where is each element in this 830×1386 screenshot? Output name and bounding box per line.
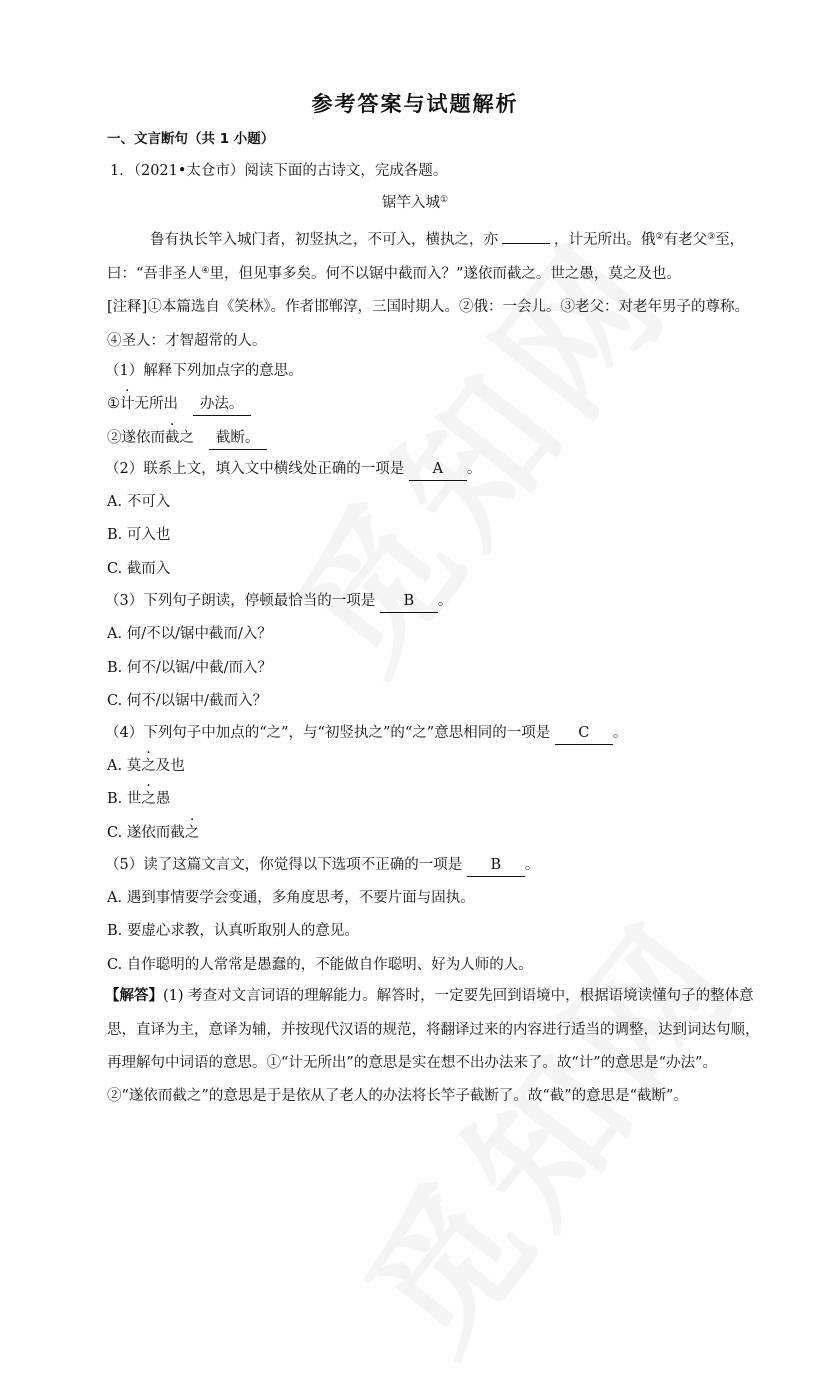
q2-option-c: C. 截而入 (107, 561, 171, 577)
q3-stem (105, 590, 452, 613)
passage-line-1 (150, 229, 744, 251)
q5-option-c: C. 自作聪明的人常常是愚蠢的，不能做自作聪明、好为人师的人。 (107, 957, 533, 973)
q4-option-a (107, 755, 185, 777)
passage-text: 至， (715, 232, 745, 248)
q1-item-2 (107, 427, 267, 450)
fill-blank (502, 229, 550, 244)
passage-text: 里，但见事多矣。何不以锯中截而入？”遂依而截之。世之愚，莫之及也。 (209, 266, 681, 282)
poem-title (0, 192, 830, 214)
notes-line-2: ④圣人：才智超常的人。 (107, 333, 267, 349)
q5-stem (105, 854, 539, 877)
dotted-char: 之 (141, 758, 156, 774)
q1-item-1 (107, 393, 251, 416)
stem-end: 。 (466, 461, 482, 477)
section-heading: 一、文言断句（共 1 小题） (107, 131, 275, 147)
option-text: 愚 (155, 791, 171, 807)
q5-option-a: A. 遇到事情要学会变通，多角度思考，不要片面与固执。 (107, 890, 475, 906)
answer-blank: A (409, 458, 467, 481)
q4-stem-text: （4）下列句子中加点的“之”，与“初竖执之”的“之”意思相同的一项是 (105, 725, 551, 741)
question-header: 1．（2021•太仓市）阅读下面的古诗文，完成各题。 (110, 163, 448, 179)
q1-item-rest: 之 (179, 430, 194, 446)
passage-text: ，计无所出。俄 (554, 232, 656, 248)
answer-blank: 办法。 (193, 393, 251, 416)
notes-line-1: [注释]①本篇选自《笑林》。作者邯郸淳，三国时期人。②俄：一会儿。③老父：对老年男子的尊称。 (107, 299, 750, 315)
answer-blank: 截断。 (209, 427, 267, 450)
q2-option-a: A. 不可入 (107, 494, 171, 510)
q2-stem-text: （2）联系上文，填入文中横线处正确的一项是 (105, 461, 405, 477)
poem-title-text: 锯竿入城 (381, 195, 440, 211)
note-marker: ② (655, 232, 664, 242)
analysis-line-4: ②“遂依而截之”的意思是于是依从了老人的办法将长竿子截断了。故“截”的意思是“截断”。 (107, 1088, 688, 1104)
q4-option-b (107, 788, 170, 810)
q1-item-rest: 无所出 (134, 396, 178, 412)
passage-text: 有老父 (663, 232, 708, 248)
passage-text: 曰：“吾非圣人 (107, 266, 202, 282)
answer-blank: B (380, 590, 438, 613)
stem-end: 。 (612, 725, 628, 741)
q3-option-a: A. 何/不以/锯中截而/入？ (107, 626, 272, 642)
analysis-text: (1) 考查对文言词语的理解能力。解答时，一定要先回到语境中，根据语境读懂句子的整体意 (163, 988, 754, 1004)
analysis-label: 【解答】 (105, 988, 163, 1004)
dotted-char: 之 (184, 825, 200, 841)
q3-option-c: C. 何不/以锯中/截而入？ (107, 693, 268, 709)
q1-item-prefix: ① (107, 396, 120, 412)
q3-stem-text: （3）下列句子朗读，停顿最恰当的一项是 (105, 593, 376, 609)
stem-end: 。 (524, 857, 540, 873)
page-title: 参考答案与试题解析 (311, 92, 519, 116)
option-text: A. 莫 (107, 758, 142, 774)
dotted-char: 计 (120, 396, 135, 412)
q1-item-prefix: ②遂依而 (107, 430, 165, 446)
option-text: C. 遂依而截 (107, 825, 185, 841)
answer-blank: C (555, 722, 613, 745)
q2-option-b: B. 可入也 (107, 527, 171, 543)
stem-end: 。 (437, 593, 453, 609)
watermark-lower (308, 870, 777, 1386)
q4-option-c (107, 822, 199, 844)
poem-title-note: ① (439, 195, 449, 205)
option-text: B. 世 (107, 791, 142, 807)
analysis-line-2: 思，直译为主，意译为辅，并按现代汉语的规范，将翻译过来的内容进行适当的调整，达到词达句顺， (107, 1022, 760, 1038)
dotted-char: 之 (141, 791, 156, 807)
q1-stem: （1）解释下列加点字的意思。 (105, 363, 303, 379)
answer-blank: B (467, 854, 525, 877)
q2-stem (105, 458, 481, 481)
q5-stem-text: （5）读了这篇文言文，你觉得以下选项不正确的一项是 (105, 857, 463, 873)
analysis-line-1 (105, 985, 754, 1007)
q4-stem (105, 722, 627, 745)
passage-line-2 (107, 263, 681, 285)
note-marker: ③ (707, 232, 716, 242)
q3-option-b: B. 何不/以锯/中截/而入？ (107, 660, 273, 676)
dotted-char: 截 (165, 430, 180, 446)
note-marker: ④ (201, 266, 210, 276)
q5-option-b: B. 要虚心求教，认真听取别人的意见。 (107, 923, 359, 939)
passage-text: 鲁有执长竿入城门者，初竖执之，不可入，横执之，亦 (150, 232, 498, 248)
analysis-line-3: 再理解句中词语的意思。①“计无所出”的意思是实在想不出办法来了。故“计”的意思是“办法”。 (107, 1055, 717, 1071)
option-text: 及也 (155, 758, 185, 774)
